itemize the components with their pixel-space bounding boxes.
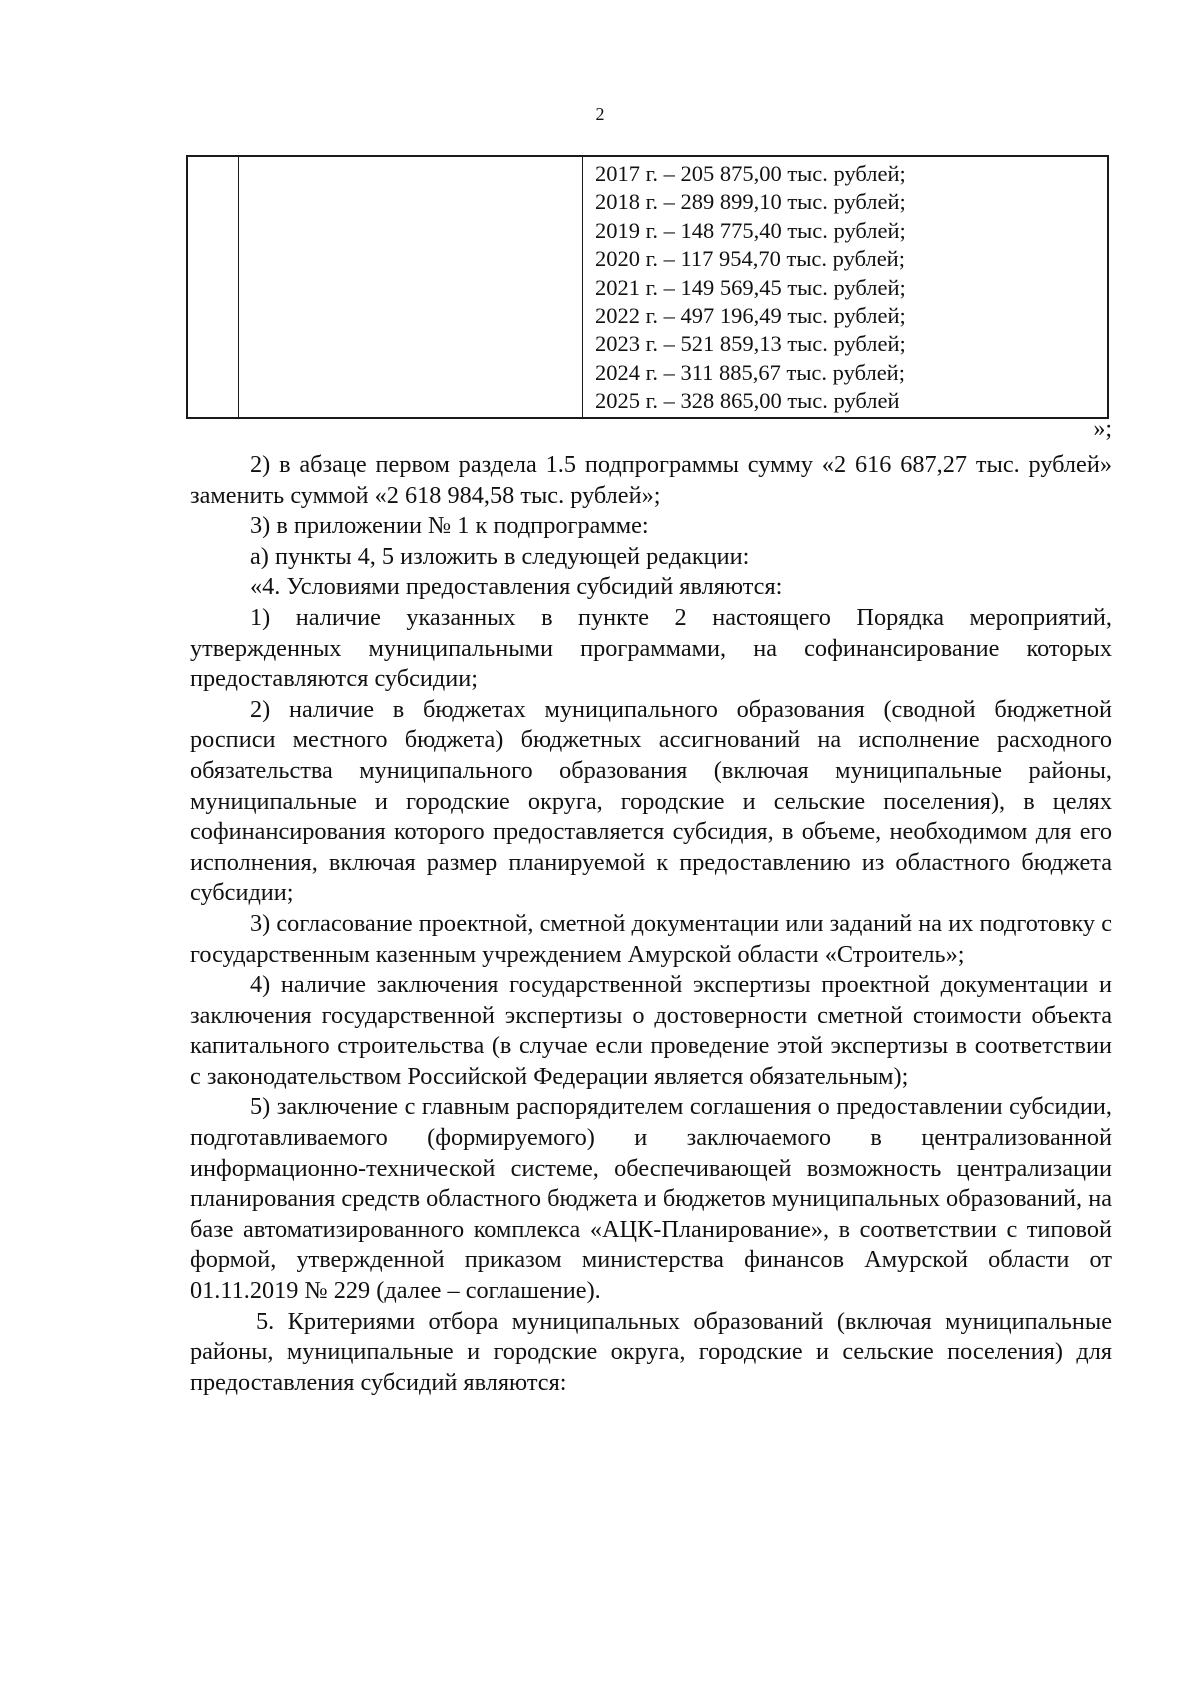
funding-year-line: 2017 г. – 205 875,00 тыс. рублей; — [595, 161, 906, 186]
paragraph-condition-5: 5) заключение с главным распорядителем соглашения о предоставлении субсидии, подготавливаемого (формируемого) и заключаемого в централизованной информационно-технической системе, обеспечивающей возможность централизации планирования средств областного бюджета и бюджетов муниципальных образований, на базе автоматизированного комплекса «АЦК-Планирование», в соответствии с типовой формой, утвержденной приказом министерства финансов Амурской области от 01.11.2019 № 229 (далее – соглашение). — [190, 1093, 1112, 1305]
funding-year-line: 2024 г. – 311 885,67 тыс. рублей; — [595, 359, 905, 385]
funding-year-line: 2023 г. – 521 859,13 тыс. рублей; — [595, 331, 906, 357]
paragraph-amendment-3: 3) в приложении № 1 к подпрограмме: — [250, 512, 649, 540]
funding-year-line: 2020 г. – 117 954,70 тыс. рублей; — [595, 246, 905, 272]
paragraph-condition-4: 4) наличие заключения государственной экспертизы проектной документации и заключения государственной экспертизы о достоверности сметной стоимости объекта капитального строительства (в случае если проведение этой экспертизы в соответствии с законодательством Российской Федерации является обязательным); — [190, 971, 1112, 1090]
table-column-divider — [238, 157, 239, 417]
table-column-divider — [582, 157, 583, 417]
paragraph-clause-4-heading: «4. Условиями предоставления субсидий являются: — [250, 573, 783, 601]
paragraph-subitem-a: а) пункты 4, 5 изложить в следующей редакции: — [250, 542, 750, 570]
document-body — [190, 450, 1112, 1398]
paragraph-condition-2: 2) наличие в бюджетах муниципального образования (сводной бюджетной росписи местного бюджета) бюджетных ассигнований на исполнение расходного обязательства муниципального образования (включая муниципальные районы, муниципальные и городские округа, городские и сельские поселения), в целях софинансирования которого предоставляется субсидия, в объеме, необходимом для его исполнения, включая размер планируемой к предоставлению из областного бюджета субсидии; — [190, 695, 1112, 907]
funding-year-line: 2022 г. – 497 196,49 тыс. рублей; — [595, 303, 906, 329]
funding-table — [186, 155, 1109, 419]
page-number: 2 — [595, 104, 605, 124]
closing-quote: »; — [1093, 416, 1112, 442]
funding-year-line: 2021 г. – 149 569,45 тыс. рублей; — [595, 274, 906, 300]
paragraph-amendment-2: 2) в абзаце первом раздела 1.5 подпрограммы сумму «2 616 687,27 тыс. рублей» заменить суммой «2 618 984,58 тыс. рублей»; — [190, 451, 1112, 509]
paragraph-clause-5: 5. Критериями отбора муниципальных образований (включая муниципальные районы, муниципальные и городские округа, городские и сельские поселения) для предоставления субсидий являются: — [190, 1307, 1112, 1396]
funding-year-line: 2018 г. – 289 899,10 тыс. рублей; — [595, 189, 906, 215]
funding-year-line: 2025 г. – 328 865,00 тыс. рублей — [595, 388, 900, 414]
funding-year-list — [595, 160, 906, 416]
paragraph-condition-1: 1) наличие указанных в пункте 2 настоящего Порядка мероприятий, утвержденных муниципальными программами, на софинансирование которых предоставляются субсидии; — [190, 603, 1112, 693]
funding-year-line: 2019 г. – 148 775,40 тыс. рублей; — [595, 217, 906, 243]
paragraph-condition-3: 3) согласование проектной, сметной документации или заданий на их подготовку с государственным казенным учреждением Амурской области «Строитель»; — [190, 909, 1112, 968]
